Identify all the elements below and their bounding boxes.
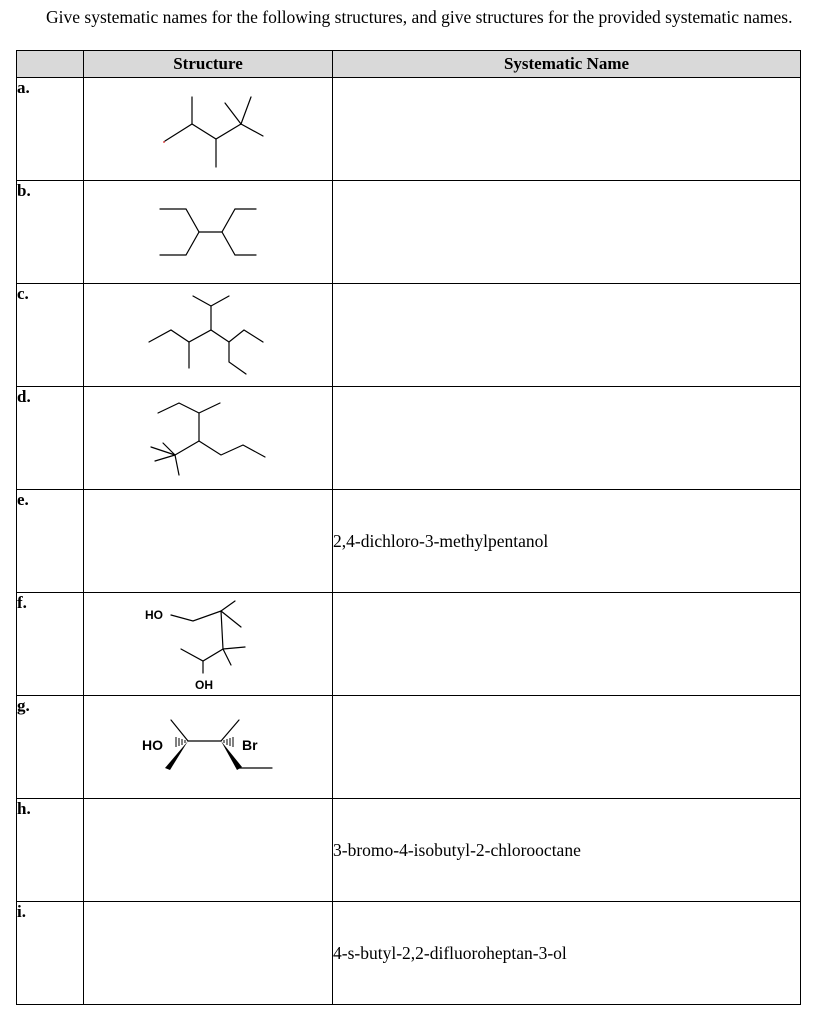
table-row xyxy=(17,696,801,799)
systematic-name-cell xyxy=(333,387,801,490)
systematic-name-cell xyxy=(333,78,801,181)
structure-cell xyxy=(84,696,333,799)
skeletal-structure-a-icon xyxy=(143,89,273,169)
row-label: h. xyxy=(17,799,84,902)
row-label: a. xyxy=(17,78,84,181)
atom-label-br: Br xyxy=(242,737,258,753)
systematic-name-cell: 3-bromo-4-isobutyl-2-chlorooctane xyxy=(333,799,801,902)
table-row xyxy=(17,78,801,181)
systematic-name-cell xyxy=(333,696,801,799)
table-row xyxy=(17,490,801,593)
skeletal-structure-b-icon xyxy=(143,202,273,262)
instructions-text: Give systematic names for the following structures, and give structures for the provided systematic names. xyxy=(46,7,793,27)
header-label-column xyxy=(17,51,84,78)
row-label: d. xyxy=(17,387,84,490)
atom-label-oh: OH xyxy=(195,677,213,692)
worksheet-table xyxy=(16,50,801,1005)
skeletal-structure-c-icon xyxy=(143,290,273,380)
atom-label-ho: HO xyxy=(145,607,163,622)
table-row xyxy=(17,902,801,1005)
table-row xyxy=(17,799,801,902)
table-header-row xyxy=(17,51,801,78)
table-row xyxy=(17,284,801,387)
structure-cell-empty xyxy=(84,799,333,902)
atom-label-ho: HO xyxy=(142,737,163,753)
systematic-name-cell xyxy=(333,181,801,284)
row-label: e. xyxy=(17,490,84,593)
systematic-name-cell: 2,4-dichloro-3-methylpentanol xyxy=(333,490,801,593)
row-label: g. xyxy=(17,696,84,799)
skeletal-structure-d-icon xyxy=(143,393,273,483)
systematic-name-cell xyxy=(333,284,801,387)
row-label: i. xyxy=(17,902,84,1005)
systematic-name-cell: 4-s-butyl-2,2-difluoroheptan-3-ol xyxy=(333,902,801,1005)
table-row xyxy=(17,181,801,284)
header-systematic-name: Systematic Name xyxy=(333,51,801,78)
table-row xyxy=(17,593,801,696)
row-label: b. xyxy=(17,181,84,284)
structure-cell xyxy=(84,387,333,490)
skeletal-structure-f-icon xyxy=(143,597,273,692)
structure-cell xyxy=(84,284,333,387)
skeletal-structure-g-icon xyxy=(138,712,278,782)
structure-cell-empty xyxy=(84,902,333,1005)
header-structure: Structure xyxy=(84,51,333,78)
row-label: f. xyxy=(17,593,84,696)
systematic-name-cell xyxy=(333,593,801,696)
structure-cell xyxy=(84,78,333,181)
row-label: c. xyxy=(17,284,84,387)
table-row xyxy=(17,387,801,490)
structure-cell xyxy=(84,593,333,696)
structure-cell xyxy=(84,181,333,284)
structure-cell-empty xyxy=(84,490,333,593)
